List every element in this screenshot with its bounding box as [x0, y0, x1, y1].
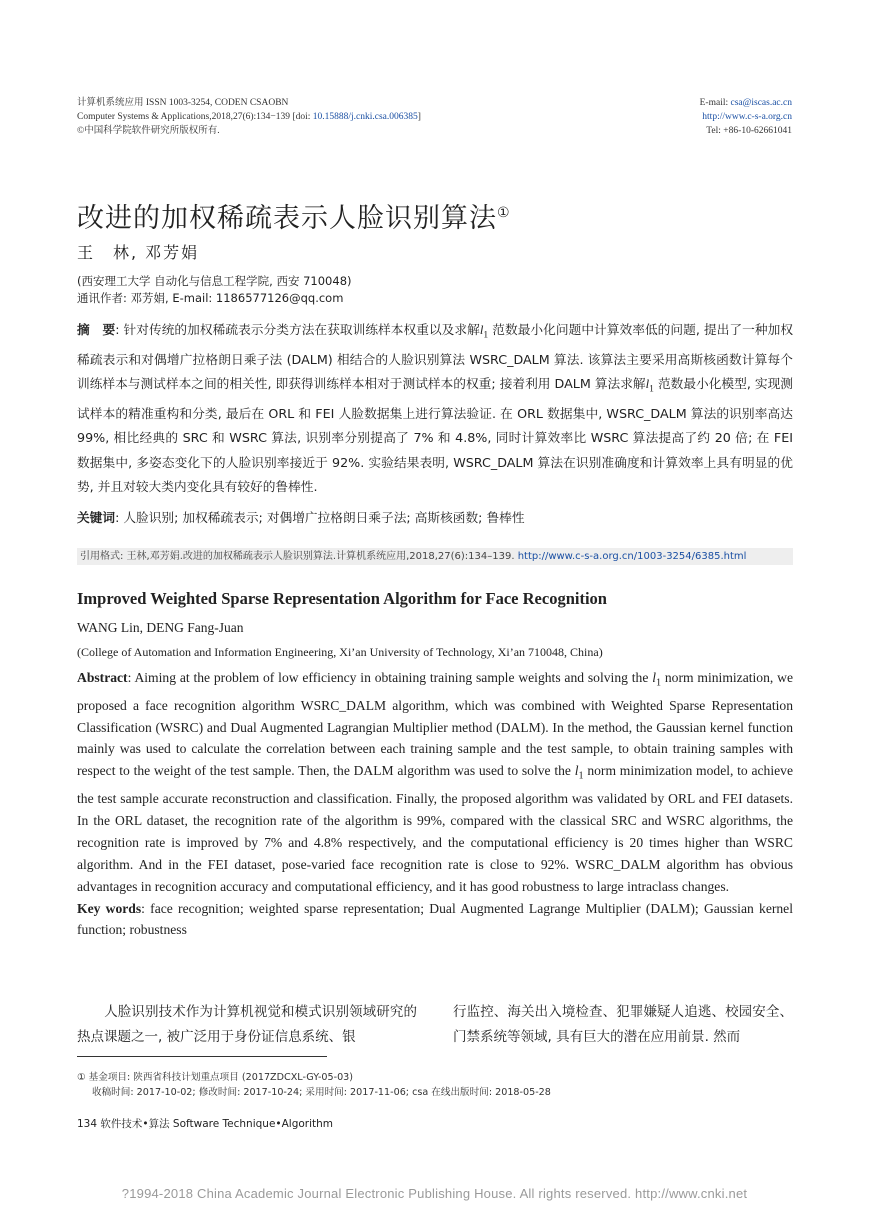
authors-en: WANG Lin, DENG Fang-Juan — [77, 620, 244, 635]
journal-issn-line: 计算机系统应用 ISSN 1003-3254, CODEN CSAOBN — [77, 98, 289, 108]
affiliation-en: (College of Automation and Information Engineering, Xi’an University of Technology, Xi’an 710048, China) — [77, 645, 603, 659]
journal-header-right — [532, 96, 792, 138]
footnote — [77, 1070, 551, 1100]
paper-title-cn — [77, 196, 511, 235]
abstract-en — [77, 667, 793, 941]
body-column-right: 行监控、海关出入境检查、犯罪嫌疑人追逃、校园安全、门禁系统等领域, 具有巨大的潜在应用前景. 然而 — [453, 1004, 793, 1045]
abstract-cn-label: 摘 要 — [77, 322, 116, 337]
keywords-en-text: : face recognition; weighted sparse representation; Dual Augmented Lagrange Multiplier (DALM); Gaussian kernel function; robustness — [77, 900, 793, 938]
l1-letter: l — [479, 323, 484, 337]
abstract-en-part3: norm minimization model, to achieve the test sample accurate reconstruction and classification. Finally, the proposed algorithm was validated by ORL and FEI datasets. In the ORL dataset, the recognition rate of the algorithm is 99%, compared with the classical SRC and WSRC algorithms, the recognition rate is improved by 7% and 4.8% respectively, and the computational efficiency is 20 times higher than WSRC algorithm. And in the FEI dataset, pose-varied face recognition rate is close to 92%. WSRC_DALM algorithm has obvious advantages in recognition accuracy and computational efficiency, and it has good robustness to large intraclass changes. — [77, 763, 793, 894]
corresponding-author-line: 通讯作者: 邓芳娟, E-mail: 1186577126@qq.com — [77, 291, 344, 305]
l1-letter: l — [574, 763, 579, 779]
l1-letter: l — [652, 670, 656, 685]
paper-title-text: 改进的加权稀疏表示人脸识别算法 — [77, 203, 497, 234]
abstract-cn-part1: : 针对传统的加权稀疏表示分类方法在获取训练样本权重以及求解 — [115, 322, 480, 337]
footnote-dates: 收稿时间: 2017-10-02; 修改时间: 2017-10-24; 采用时间: 2017-11-06; csa 在线出版时间: 2018-05-28 — [92, 1087, 551, 1098]
journal-citation-suffix: ] — [417, 112, 421, 122]
keywords-cn — [77, 507, 793, 529]
footnote-divider — [77, 1056, 327, 1057]
body-column-left: 人脸识别技术作为计算机视觉和模式识别领域研究的热点课题之一, 被广泛用于身份证信息系统、银 — [77, 1004, 417, 1045]
abstract-en-paragraph — [77, 667, 793, 898]
abstract-cn-part2: 范数最小化问题中计算效率低的问题, 提出了一种加权稀疏表示和对偶增广拉格朗日乘子法 (DALM) 相结合的人脸识别算法 WSRC_DALM 算法. 该算法主要采用高斯核函数计算每个训练样本与测试样本之间的相关性, 即获得训练样本相对于测试样本的权重; 接着利用 DALM 算法求解 — [77, 322, 794, 392]
l1-subscript: 1 — [649, 384, 654, 395]
l1-symbol — [479, 323, 489, 341]
keywords-cn-label: 关键词 — [77, 510, 116, 525]
email-label: E-mail: — [699, 98, 731, 108]
page-number-section: 134 软件技术•算法 Software Technique•Algorithm — [77, 1118, 334, 1130]
website-link[interactable]: http://www.c-s-a.org.cn — [702, 112, 792, 122]
affiliation-cn — [77, 273, 352, 307]
journal-citation-prefix: Computer Systems & Applications,2018,27(6):134−139 [doi: — [77, 112, 313, 122]
l1-subscript: 1 — [578, 771, 584, 783]
tel-line: Tel: +86-10-62661041 — [706, 126, 792, 136]
journal-citation-line — [77, 110, 577, 124]
l1-subscript: 1 — [483, 330, 489, 341]
footnote-funding: ① 基金项目: 陕西省科技计划重点项目 (2017ZDCXL-GY-05-03) — [77, 1072, 354, 1083]
l1-letter: l — [645, 377, 650, 392]
keywords-en-label: Key words — [77, 900, 142, 916]
keywords-en — [77, 898, 793, 942]
keywords-cn-text: : 人脸识别; 加权稀疏表示; 对偶增广拉格朗日乘子法; 高斯核函数; 鲁棒性 — [115, 510, 525, 525]
email-link[interactable]: csa@iscas.ac.cn — [730, 98, 792, 108]
authors-cn: 王 林, 邓芳娟 — [77, 243, 200, 262]
journal-header-left — [77, 96, 577, 138]
l1-symbol — [652, 670, 662, 689]
citation-text: 引用格式: 王林,邓芳娟.改进的加权稀疏表示人脸识别算法.计算机系统应用,2018,27(6):134–139. — [80, 551, 518, 562]
affiliation-line: (西安理工大学 自动化与信息工程学院, 西安 710048) — [77, 274, 352, 288]
l1-subscript: 1 — [655, 677, 662, 689]
email-line — [532, 96, 792, 110]
l1-symbol — [645, 377, 654, 395]
abstract-en-part1: : Aiming at the problem of low efficiency in obtaining training sample weights and solving the — [127, 670, 653, 685]
copyright-line: ©中国科学院软件研究所版权所有. — [77, 126, 220, 136]
doi-link[interactable]: 10.15888/j.cnki.csa.006385 — [312, 112, 418, 122]
abstract-cn-part3: 范数最小化模型, 实现测试样本的精准重构和分类, 最后在 ORL 和 FEI 人脸数据集上进行算法验证. 在 ORL 数据集中, WSRC_DALM 算法的识别率高达 99%, 相比经典的 SRC 和 WSRC 算法, 识别率分别提高了 7% 和 4.8%, 同时计算效率比 WSRC 算法提高了约 20 倍; 在 FEI 数据集中, 多姿态变化下的人脸识别率接近于 92%. 实验结果表明, WSRC_DALM 算法在识别准确度和计算效率上具有明显的优势, 并且对较大类内变化具有较好的鲁棒性. — [77, 376, 793, 494]
paper-title-en: Improved Weighted Sparse Representation Algorithm for Face Recognition — [77, 589, 607, 608]
abstract-en-label: Abstract — [77, 670, 128, 685]
abstract-en-part2: norm minimization, we proposed a face recognition algorithm WSRC_DALM algorithm, which was combined with Weighted Sparse Representation Classification (WSRC) and Dual Augmented Lagrangian Multiplier method (DALM). In the method, the Gaussian kernel function mainly was used to calculate the correlation between each training sample and the test sample, to obtain training samples with respect to the weight of the test sample. Then, the DALM algorithm was used to solve the — [77, 670, 793, 779]
abstract-cn — [77, 318, 793, 499]
l1-symbol — [574, 763, 584, 783]
citation-url-link[interactable]: http://www.c-s-a.org.cn/1003-3254/6385.html — [517, 551, 747, 562]
cnki-watermark: ?1994-2018 China Academic Journal Electronic Publishing House. All rights reserved. http://www.cnki.net — [121, 1186, 748, 1201]
title-footnote-mark: ① — [497, 205, 511, 221]
citation-bar — [77, 548, 793, 565]
